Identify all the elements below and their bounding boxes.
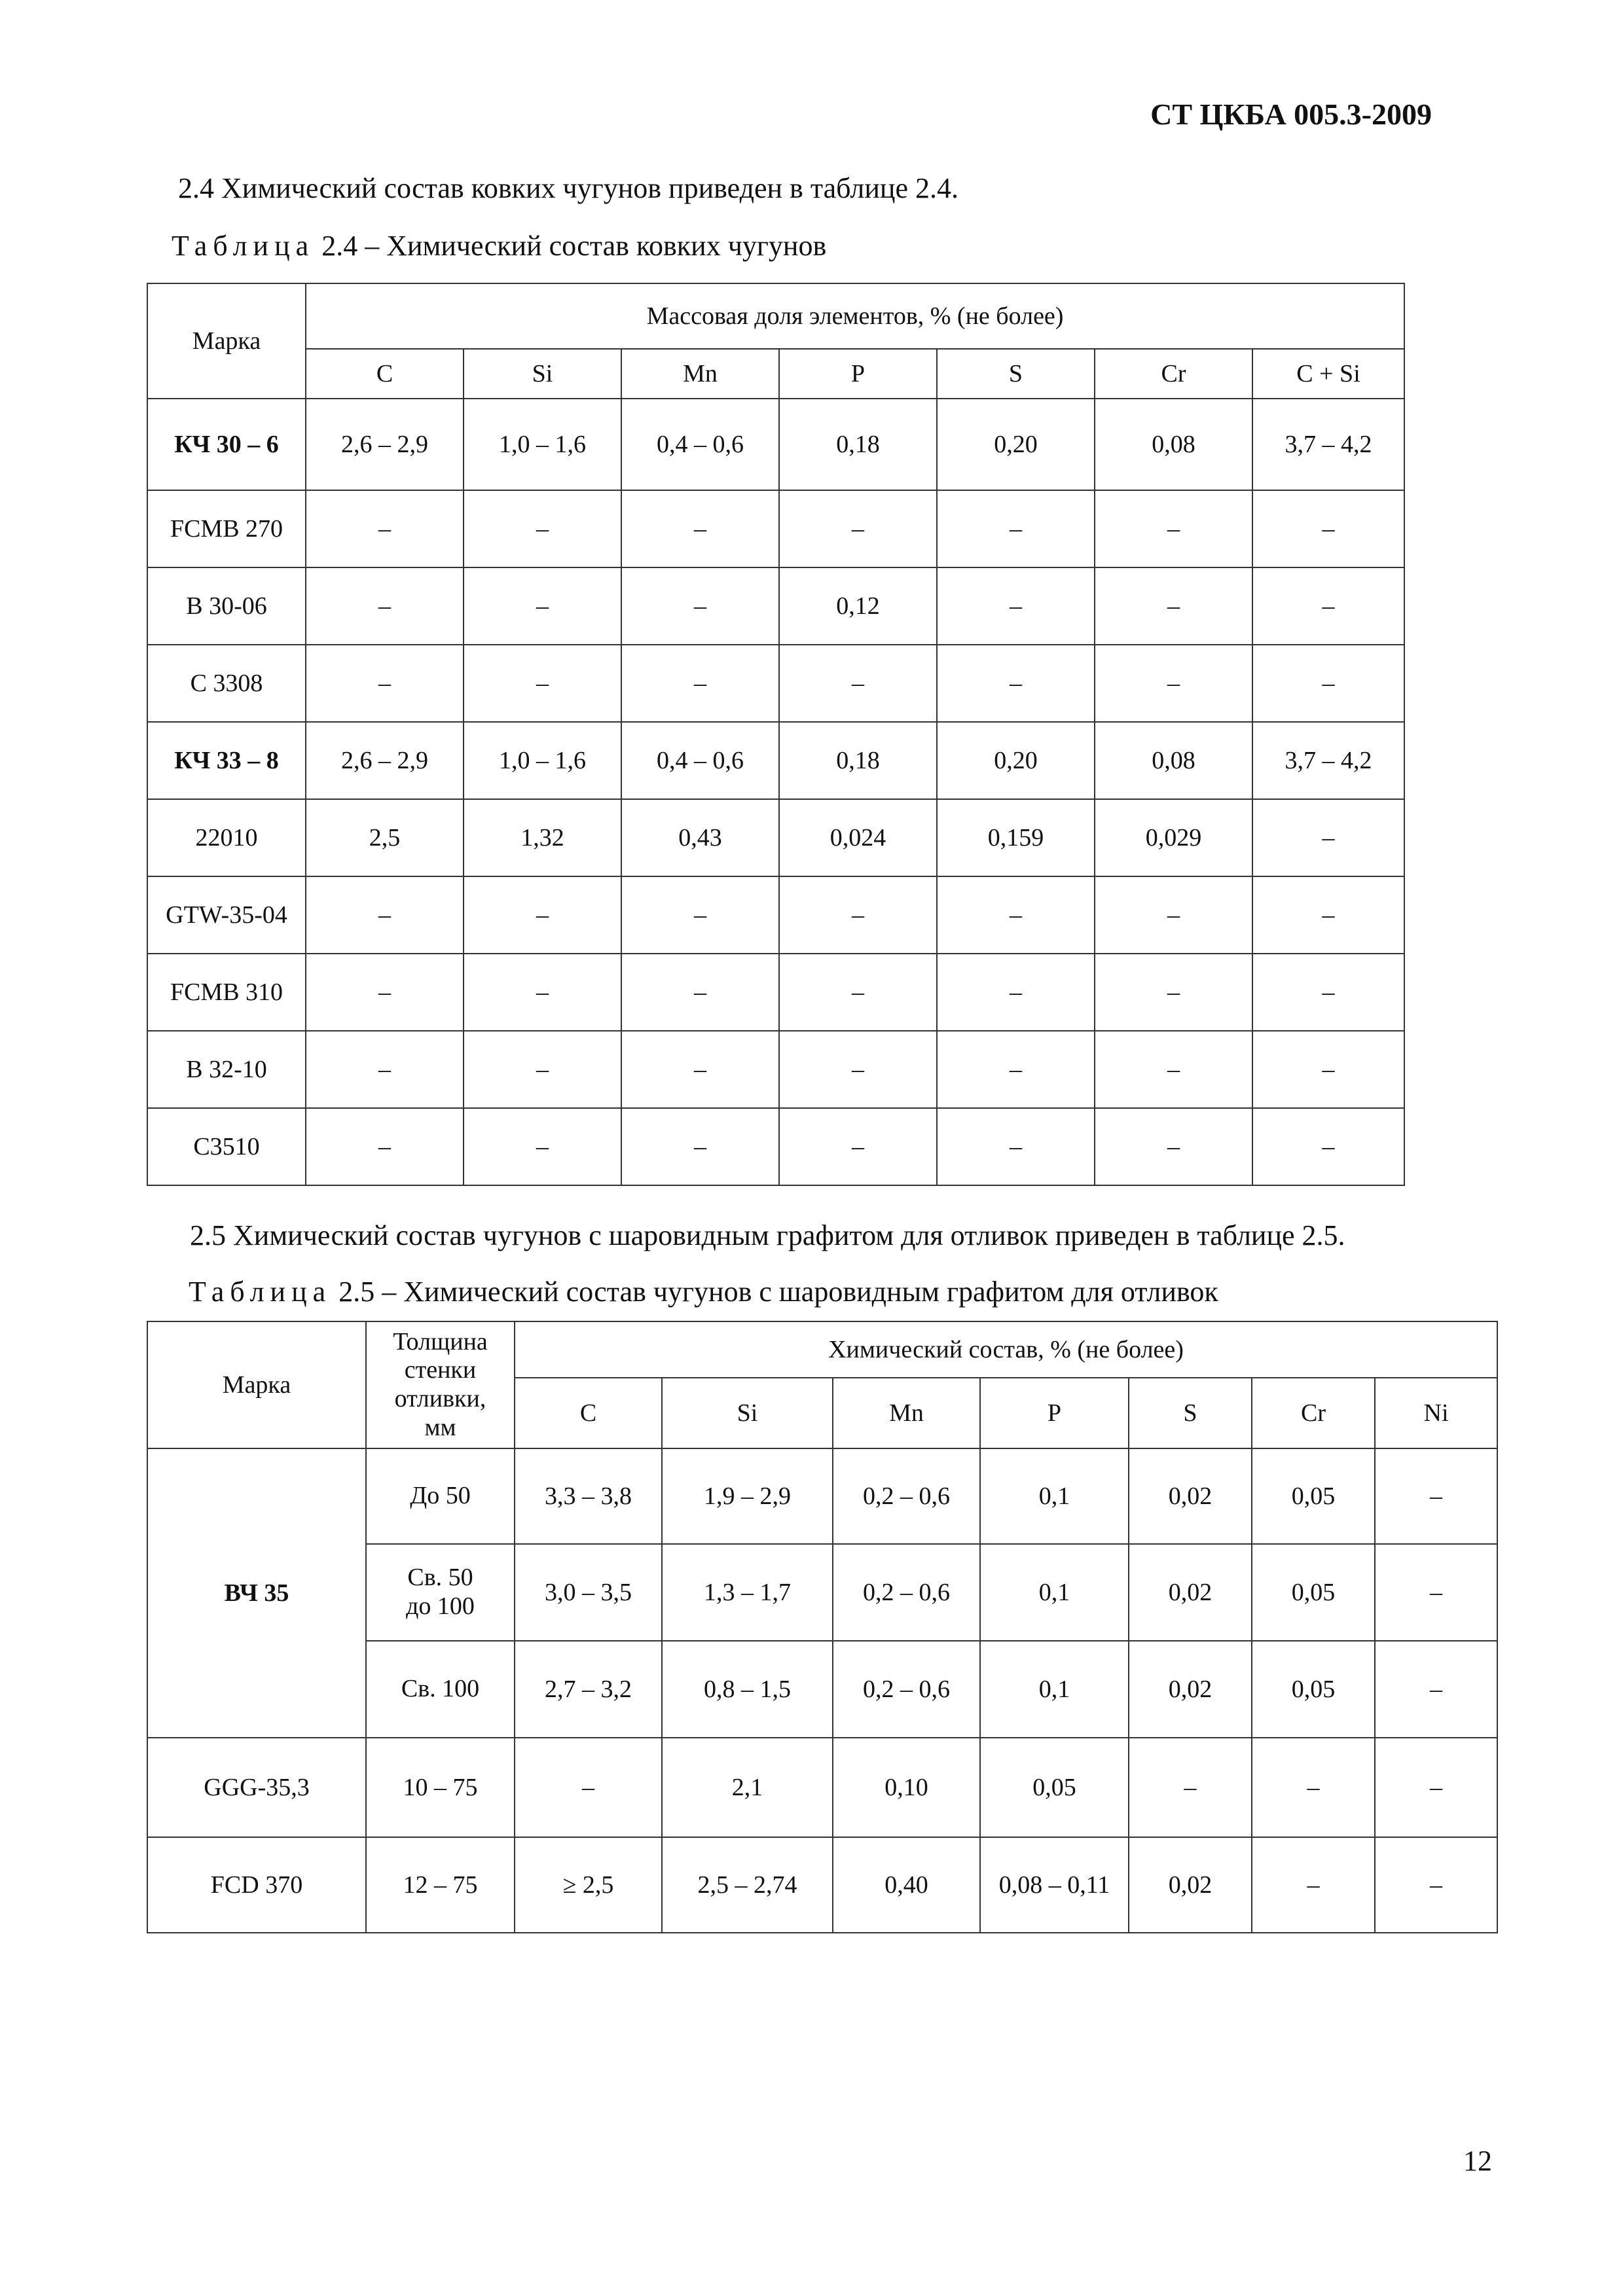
value-cell: 0,1 (980, 1641, 1129, 1738)
column-header: C (515, 1378, 662, 1448)
column-header: Ni (1375, 1378, 1497, 1448)
value-cell: 0,08 (1095, 722, 1252, 799)
table-row (147, 567, 1404, 645)
value-cell: – (464, 954, 621, 1031)
value-cell: 0,1 (980, 1448, 1129, 1544)
thickness-header-line: стенки (404, 1356, 477, 1384)
value-cell: – (937, 490, 1095, 567)
value-cell: – (1095, 567, 1252, 645)
mark-cell: B 30-06 (147, 567, 306, 645)
value-cell: – (937, 645, 1095, 722)
table-2-4-caption (172, 229, 826, 262)
value-cell: 3,7 – 4,2 (1252, 722, 1404, 799)
mark-header: Марка (147, 283, 306, 399)
mark-cell: C3510 (147, 1108, 306, 1185)
value-cell: 0,20 (937, 399, 1095, 490)
value-cell: – (306, 1031, 464, 1108)
value-cell: 0,02 (1129, 1544, 1252, 1641)
value-cell: – (464, 645, 621, 722)
value-cell: 0,05 (1252, 1448, 1375, 1544)
value-cell: 0,18 (779, 722, 937, 799)
thickness-header (366, 1321, 515, 1448)
table-row (147, 490, 1404, 567)
caption-text: 2.4 – Химический состав ковких чугунов (321, 230, 827, 262)
value-cell: – (937, 567, 1095, 645)
table-row (147, 799, 1404, 876)
document-code: СТ ЦКБА 005.3-2009 (1150, 98, 1432, 131)
value-cell: 0,40 (833, 1837, 980, 1933)
value-cell: – (1252, 1031, 1404, 1108)
thickness-line: Св. 100 (401, 1675, 480, 1703)
value-cell: – (779, 1108, 937, 1185)
mark-cell: FCMB 310 (147, 954, 306, 1031)
value-cell: – (937, 876, 1095, 954)
value-cell: – (306, 954, 464, 1031)
value-cell: 0,05 (1252, 1544, 1375, 1641)
value-cell: 0,1 (980, 1544, 1129, 1641)
value-cell: – (1095, 490, 1252, 567)
column-header: Mn (833, 1378, 980, 1448)
value-cell: – (1095, 954, 1252, 1031)
paragraph-2-4: 2.4 Химический состав ковких чугунов приведен в таблице 2.4. (178, 172, 958, 204)
value-cell: 0,4 – 0,6 (621, 722, 779, 799)
value-cell: 1,0 – 1,6 (464, 399, 621, 490)
value-cell: – (779, 1031, 937, 1108)
value-cell: 2,6 – 2,9 (306, 722, 464, 799)
value-cell: – (1375, 1641, 1497, 1738)
mark-cell: FCMB 270 (147, 490, 306, 567)
value-cell: – (1375, 1448, 1497, 1544)
table-row (147, 1738, 1497, 1837)
value-cell: – (779, 490, 937, 567)
value-cell: – (1375, 1738, 1497, 1837)
value-cell: – (306, 567, 464, 645)
value-cell: – (621, 490, 779, 567)
value-cell: 0,024 (779, 799, 937, 876)
mark-cell: ВЧ 35 (147, 1448, 366, 1738)
value-cell: 0,159 (937, 799, 1095, 876)
value-cell: – (306, 1108, 464, 1185)
value-cell: 1,0 – 1,6 (464, 722, 621, 799)
table-row (147, 954, 1404, 1031)
value-cell: 2,1 (662, 1738, 833, 1837)
table-2-4 (147, 283, 1405, 1186)
value-cell: – (1252, 645, 1404, 722)
value-cell: – (1252, 876, 1404, 954)
mark-cell: FCD 370 (147, 1837, 366, 1933)
value-cell: – (937, 954, 1095, 1031)
value-cell: – (1252, 799, 1404, 876)
thickness-cell: 10 – 75 (366, 1738, 515, 1837)
value-cell: 0,10 (833, 1738, 980, 1837)
column-header: C (306, 349, 464, 399)
mark-header: Марка (147, 1321, 366, 1448)
value-cell: 2,6 – 2,9 (306, 399, 464, 490)
column-header: Si (464, 349, 621, 399)
caption-text: 2.5 – Химический состав чугунов с шаровидным графитом для отливок (338, 1276, 1218, 1308)
mark-cell: КЧ 33 – 8 (147, 722, 306, 799)
table-2-5 (147, 1321, 1498, 1933)
thickness-cell (366, 1641, 515, 1738)
group-header: Химический состав, % (не более) (515, 1321, 1497, 1378)
table-row (147, 399, 1404, 490)
value-cell: 2,5 – 2,74 (662, 1837, 833, 1933)
value-cell: – (779, 876, 937, 954)
column-header: Cr (1252, 1378, 1375, 1448)
column-header: Mn (621, 349, 779, 399)
column-header: P (980, 1378, 1129, 1448)
value-cell: – (1375, 1837, 1497, 1933)
thickness-cell (366, 1544, 515, 1641)
table-row (147, 876, 1404, 954)
thickness-header-line: отливки, (394, 1385, 486, 1412)
column-header: Si (662, 1378, 833, 1448)
page-number: 12 (1463, 2145, 1492, 2177)
value-cell: – (464, 567, 621, 645)
value-cell: – (937, 1031, 1095, 1108)
value-cell: – (1095, 1108, 1252, 1185)
value-cell: 2,5 (306, 799, 464, 876)
value-cell: 0,20 (937, 722, 1095, 799)
value-cell: 0,02 (1129, 1448, 1252, 1544)
value-cell: – (515, 1738, 662, 1837)
mark-cell: GTW-35-04 (147, 876, 306, 954)
value-cell: 1,32 (464, 799, 621, 876)
value-cell: – (1129, 1738, 1252, 1837)
thickness-cell (366, 1448, 515, 1544)
value-cell: – (1252, 1108, 1404, 1185)
value-cell: 0,02 (1129, 1641, 1252, 1738)
value-cell: 0,12 (779, 567, 937, 645)
value-cell: – (621, 876, 779, 954)
value-cell: – (621, 567, 779, 645)
value-cell: 2,7 – 3,2 (515, 1641, 662, 1738)
mark-cell: GGG-35,3 (147, 1738, 366, 1837)
value-cell: 0,2 – 0,6 (833, 1544, 980, 1641)
value-cell: – (621, 954, 779, 1031)
table-row (147, 1837, 1497, 1933)
table-row (147, 645, 1404, 722)
value-cell: – (621, 1031, 779, 1108)
value-cell: – (306, 876, 464, 954)
mark-cell: 22010 (147, 799, 306, 876)
value-cell: 0,2 – 0,6 (833, 1641, 980, 1738)
value-cell: 0,4 – 0,6 (621, 399, 779, 490)
column-header: S (937, 349, 1095, 399)
table-row (147, 1108, 1404, 1185)
value-cell: – (1252, 567, 1404, 645)
value-cell: 0,43 (621, 799, 779, 876)
table-row (147, 1031, 1404, 1108)
value-cell: – (1252, 954, 1404, 1031)
value-cell: 0,8 – 1,5 (662, 1641, 833, 1738)
value-cell: ≥ 2,5 (515, 1837, 662, 1933)
value-cell: – (621, 1108, 779, 1185)
value-cell: 0,08 – 0,11 (980, 1837, 1129, 1933)
value-cell: – (1252, 1738, 1375, 1837)
caption-word: Таблица (172, 230, 315, 262)
value-cell: 0,08 (1095, 399, 1252, 490)
thickness-line: До 50 (410, 1482, 471, 1510)
column-header: P (779, 349, 937, 399)
mark-cell: КЧ 30 – 6 (147, 399, 306, 490)
table-row (147, 722, 1404, 799)
thickness-line: Св. 50 (407, 1564, 473, 1592)
value-cell: – (306, 490, 464, 567)
value-cell: 1,3 – 1,7 (662, 1544, 833, 1641)
value-cell: 0,02 (1129, 1837, 1252, 1933)
group-header: Массовая доля элементов, % (не более) (306, 283, 1404, 349)
table-2-5-caption (189, 1275, 1218, 1308)
value-cell: 3,0 – 3,5 (515, 1544, 662, 1641)
value-cell: – (464, 490, 621, 567)
value-cell: – (621, 645, 779, 722)
thickness-line: до 100 (406, 1592, 475, 1620)
value-cell: 1,9 – 2,9 (662, 1448, 833, 1544)
thickness-cell: 12 – 75 (366, 1837, 515, 1933)
value-cell: – (1095, 876, 1252, 954)
value-cell: 0,05 (980, 1738, 1129, 1837)
mark-cell: B 32-10 (147, 1031, 306, 1108)
value-cell: 0,05 (1252, 1641, 1375, 1738)
column-header: C + Si (1252, 349, 1404, 399)
column-header: S (1129, 1378, 1252, 1448)
value-cell: 0,18 (779, 399, 937, 490)
thickness-header-line: Толщина (393, 1327, 488, 1355)
value-cell: – (1252, 1837, 1375, 1933)
value-cell: 3,7 – 4,2 (1252, 399, 1404, 490)
value-cell: – (779, 645, 937, 722)
value-cell: – (464, 876, 621, 954)
table-row (147, 1448, 1497, 1544)
value-cell: 0,029 (1095, 799, 1252, 876)
caption-word: Таблица (189, 1276, 332, 1308)
column-header: Cr (1095, 349, 1252, 399)
thickness-header-line: мм (424, 1413, 456, 1441)
value-cell: – (464, 1108, 621, 1185)
value-cell: 0,2 – 0,6 (833, 1448, 980, 1544)
value-cell: – (1095, 1031, 1252, 1108)
value-cell: – (1375, 1544, 1497, 1641)
value-cell: – (306, 645, 464, 722)
mark-cell: C 3308 (147, 645, 306, 722)
value-cell: – (779, 954, 937, 1031)
value-cell: – (1095, 645, 1252, 722)
paragraph-2-5: 2.5 Химический состав чугунов с шаровидным графитом для отливок приведен в таблице 2.5. (190, 1219, 1345, 1251)
value-cell: 3,3 – 3,8 (515, 1448, 662, 1544)
value-cell: – (937, 1108, 1095, 1185)
value-cell: – (1252, 490, 1404, 567)
value-cell: – (464, 1031, 621, 1108)
